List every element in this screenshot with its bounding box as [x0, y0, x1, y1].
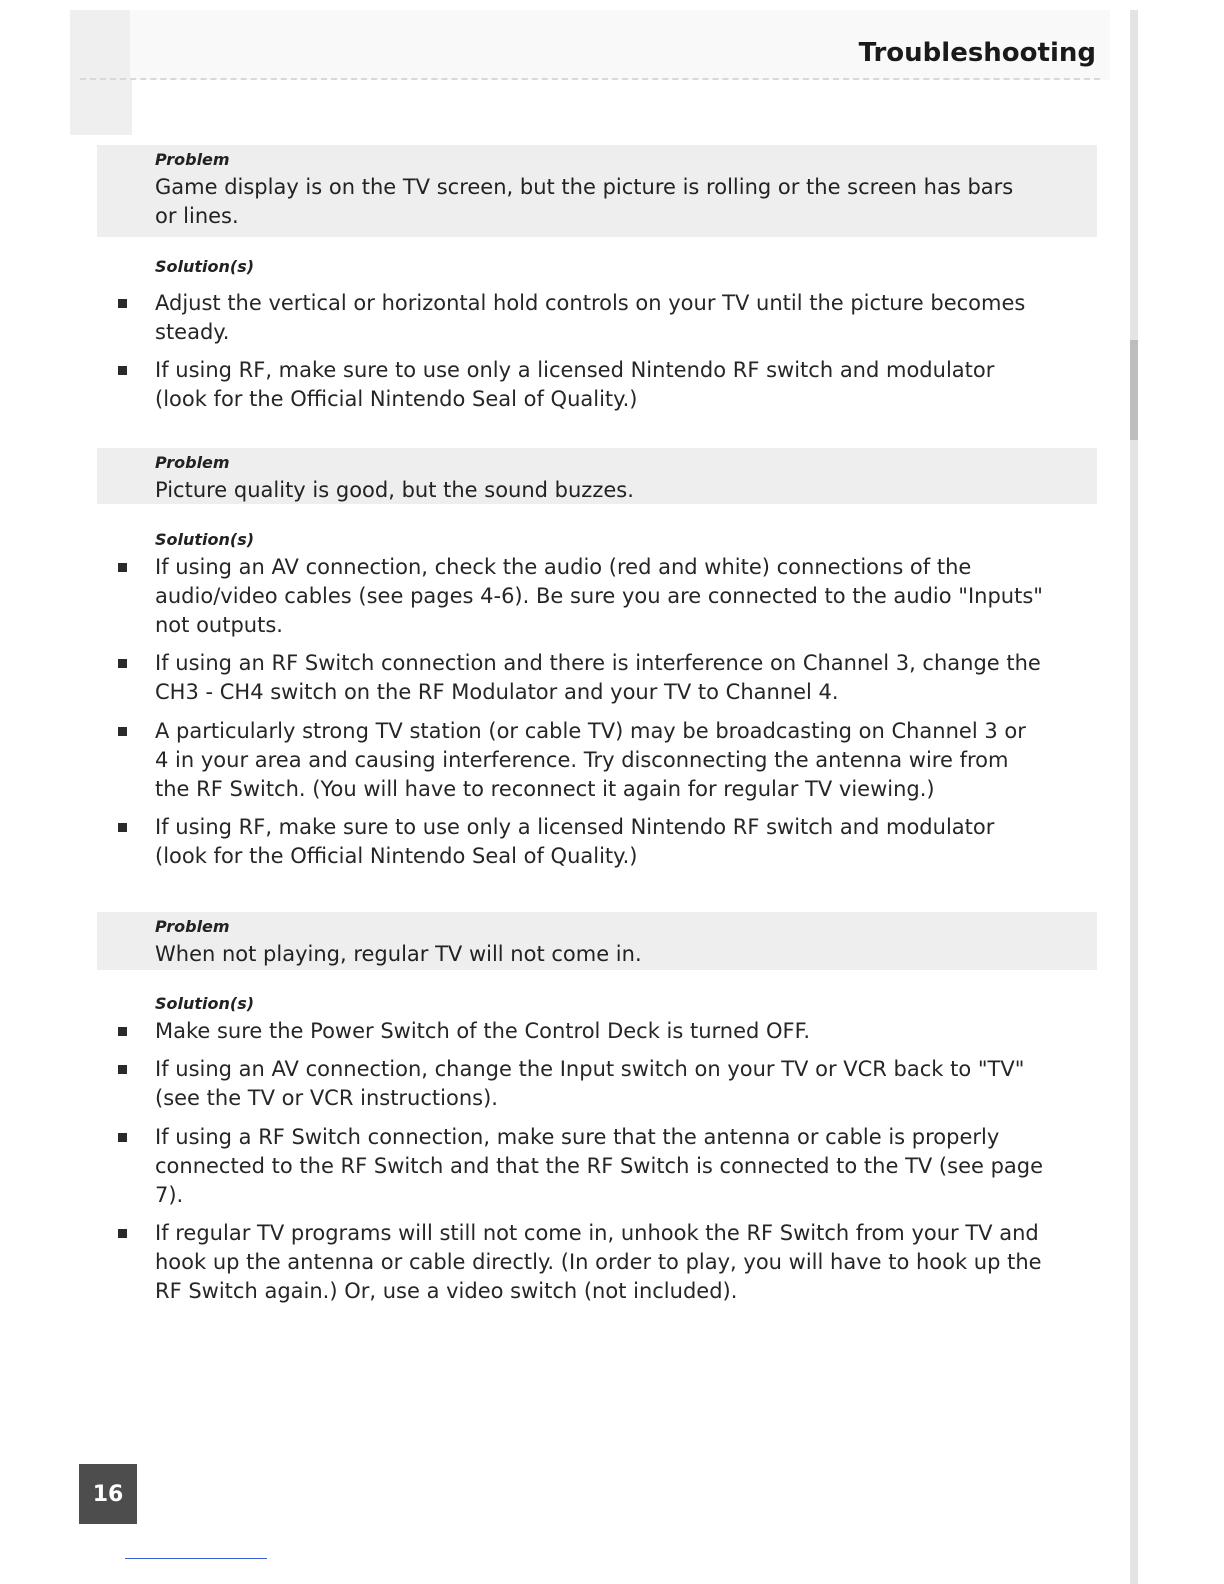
footer-rule [125, 1558, 267, 1559]
problem-text: Game display is on the TV screen, but the picture is rolling or the screen has bars or lines. [155, 175, 1014, 228]
bullet-icon [118, 563, 127, 572]
solutions-label: Solution(s) [155, 530, 255, 549]
header-divider [80, 78, 1100, 80]
page-spine [1130, 10, 1138, 1584]
solution-text: If using an AV connection, change the Input switch on your TV or VCR back to "TV" (see the TV or VCR instructions). [155, 1057, 1025, 1110]
problem-label: Problem [155, 150, 230, 169]
page-title: Troubleshooting [858, 38, 1096, 68]
solutions-label: Solution(s) [155, 257, 255, 276]
problem-text: When not playing, regular TV will not come in. [155, 942, 642, 966]
solution-text: Make sure the Power Switch of the Control Deck is turned OFF. [155, 1019, 811, 1043]
solution-text: If using RF, make sure to use only a licensed Nintendo RF switch and modulator (look for the Official Nintendo Seal of Quality.) [155, 815, 995, 868]
bullet-icon [118, 823, 127, 832]
page-edge-shade [70, 10, 132, 135]
solution-text: If regular TV programs will still not come in, unhook the RF Switch from your TV and hook up the antenna or cable directly. (In order to play, you will have to hook up the RF Switch again.) Or, use a video switch (not included). [155, 1221, 1042, 1303]
bullet-icon [118, 1229, 127, 1238]
bullet-icon [118, 1133, 127, 1142]
solution-text: A particularly strong TV station (or cable TV) may be broadcasting on Channel 3 or 4 in your area and causing interference. Try disconnecting the antenna wire from the RF Switch. (You will have to reconnect it again for regular TV viewing.) [155, 719, 1026, 801]
bullet-icon [118, 1065, 127, 1074]
solution-text: If using RF, make sure to use only a licensed Nintendo RF switch and modulator (look for the Official Nintendo Seal of Quality.) [155, 358, 995, 411]
solution-text: If using a RF Switch connection, make sure that the antenna or cable is properly connected to the RF Switch and that the RF Switch is connected to the TV (see page 7). [155, 1125, 1044, 1207]
page-number: 16 [79, 1464, 137, 1524]
bullet-icon [118, 299, 127, 308]
bullet-icon [118, 727, 127, 736]
solution-text: If using an RF Switch connection and there is interference on Channel 3, change the CH3 - CH4 switch on the RF Modulator and your TV to Channel 4. [155, 651, 1041, 704]
problem-text: Picture quality is good, but the sound buzzes. [155, 478, 634, 502]
bullet-icon [118, 659, 127, 668]
solution-text: If using an AV connection, check the audio (red and white) connections of the audio/video cables (see pages 4-6). Be sure you are connected to the audio "Inputs" not outputs. [155, 555, 1043, 637]
solution-text: Adjust the vertical or horizontal hold controls on your TV until the picture becomes steady. [155, 291, 1026, 344]
problem-label: Problem [155, 453, 230, 472]
solutions-label: Solution(s) [155, 994, 255, 1013]
bullet-icon [118, 366, 127, 375]
bullet-icon [118, 1027, 127, 1036]
problem-label: Problem [155, 917, 230, 936]
page-spine-mark [1130, 340, 1138, 440]
